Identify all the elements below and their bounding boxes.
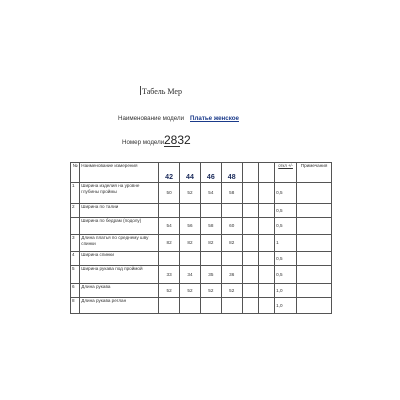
row-note	[297, 284, 332, 298]
row-value: 58	[221, 183, 242, 204]
row-note	[297, 298, 332, 314]
row-value: 36	[221, 266, 242, 284]
row-note	[297, 204, 332, 218]
row-num: 5	[71, 266, 80, 284]
header-size: 44	[180, 163, 201, 183]
header-size: 48	[221, 163, 242, 183]
row-value	[200, 252, 221, 266]
row-empty	[258, 204, 274, 218]
row-tolerance: 0,5	[275, 266, 297, 284]
row-value: 52	[180, 183, 201, 204]
row-value	[200, 204, 221, 218]
row-value: 52	[180, 284, 201, 298]
row-value: 34	[180, 266, 201, 284]
row-empty	[258, 284, 274, 298]
model-number-label: Номер модели	[122, 139, 165, 146]
row-empty	[242, 252, 258, 266]
row-empty	[258, 298, 274, 314]
row-value: 52	[159, 284, 180, 298]
row-num: 3	[71, 235, 80, 252]
measurements-table	[70, 162, 332, 314]
row-note	[297, 218, 332, 235]
row-tolerance: 0,5	[275, 252, 297, 266]
row-name: Ширина изделия на уровне глубины проймы	[80, 183, 159, 204]
row-value: 50	[159, 183, 180, 204]
table-row	[71, 284, 332, 298]
header-empty	[242, 163, 258, 183]
row-num: 4	[71, 252, 80, 266]
row-value	[180, 204, 201, 218]
row-value	[159, 298, 180, 314]
row-note	[297, 266, 332, 284]
row-num: 2	[71, 204, 80, 218]
row-note	[297, 235, 332, 252]
row-name: Ширина по талии	[80, 204, 159, 218]
row-name: Ширина по бедрам (подолу)	[80, 218, 159, 235]
row-tolerance: 1	[275, 235, 297, 252]
row-empty	[242, 266, 258, 284]
table-row	[71, 235, 332, 252]
row-name: Длина платья по среднему шву спинки	[80, 235, 159, 252]
header-tolerance: откл +/-	[275, 163, 297, 183]
row-value: 33	[159, 266, 180, 284]
row-empty	[242, 284, 258, 298]
table-row	[71, 204, 332, 218]
table-row	[71, 266, 332, 284]
row-tolerance: 0,5	[275, 204, 297, 218]
table-header-row	[71, 163, 332, 183]
row-value	[180, 252, 201, 266]
row-empty	[242, 218, 258, 235]
row-num	[71, 218, 80, 235]
row-value: 52	[221, 284, 242, 298]
row-empty	[258, 266, 274, 284]
document-title-text: Табель Мер	[142, 87, 182, 96]
row-value: 35	[200, 266, 221, 284]
row-empty	[258, 183, 274, 204]
row-value: 54	[159, 218, 180, 235]
row-value	[221, 252, 242, 266]
row-value	[159, 204, 180, 218]
header-size: 46	[200, 163, 221, 183]
row-value: 58	[200, 218, 221, 235]
model-number-value: 2832	[164, 133, 191, 147]
row-empty	[242, 204, 258, 218]
row-num: 1	[71, 183, 80, 204]
row-empty	[242, 235, 258, 252]
header-empty	[258, 163, 274, 183]
row-empty	[258, 218, 274, 235]
row-name: Ширина рукава под проймой	[80, 266, 159, 284]
row-value: 82	[159, 235, 180, 252]
row-value	[200, 298, 221, 314]
row-empty	[258, 252, 274, 266]
row-name: Длина рукава реглан	[80, 298, 159, 314]
row-tolerance: 1,0	[275, 298, 297, 314]
row-value: 56	[180, 218, 201, 235]
row-value: 82	[200, 235, 221, 252]
row-value: 82	[180, 235, 201, 252]
row-name: Длина рукава	[80, 284, 159, 298]
row-value: 82	[221, 235, 242, 252]
row-tolerance: 1,0	[275, 284, 297, 298]
row-num: 8	[71, 298, 80, 314]
table-row	[71, 298, 332, 314]
table-row	[71, 183, 332, 204]
row-name: Ширина спинки	[80, 252, 159, 266]
row-num: 6	[71, 284, 80, 298]
row-value	[221, 298, 242, 314]
row-value: 54	[200, 183, 221, 204]
row-empty	[242, 183, 258, 204]
row-empty	[242, 298, 258, 314]
header-size: 42	[159, 163, 180, 183]
header-name: Наименование измерения	[80, 163, 159, 183]
model-name-label: Наименование модели	[118, 115, 185, 122]
row-note	[297, 252, 332, 266]
document-title	[140, 86, 182, 96]
row-value: 60	[221, 218, 242, 235]
model-name-value: Платье женское	[190, 115, 239, 122]
header-notes: Примечания	[297, 163, 332, 183]
row-value	[180, 298, 201, 314]
row-value	[159, 252, 180, 266]
text-cursor	[140, 86, 141, 95]
row-empty	[258, 235, 274, 252]
row-value	[221, 204, 242, 218]
table-row	[71, 252, 332, 266]
header-num: №	[71, 163, 80, 183]
row-note	[297, 183, 332, 204]
row-tolerance: 0,5	[275, 183, 297, 204]
row-value: 52	[200, 284, 221, 298]
table-row	[71, 218, 332, 235]
row-tolerance: 0,5	[275, 218, 297, 235]
